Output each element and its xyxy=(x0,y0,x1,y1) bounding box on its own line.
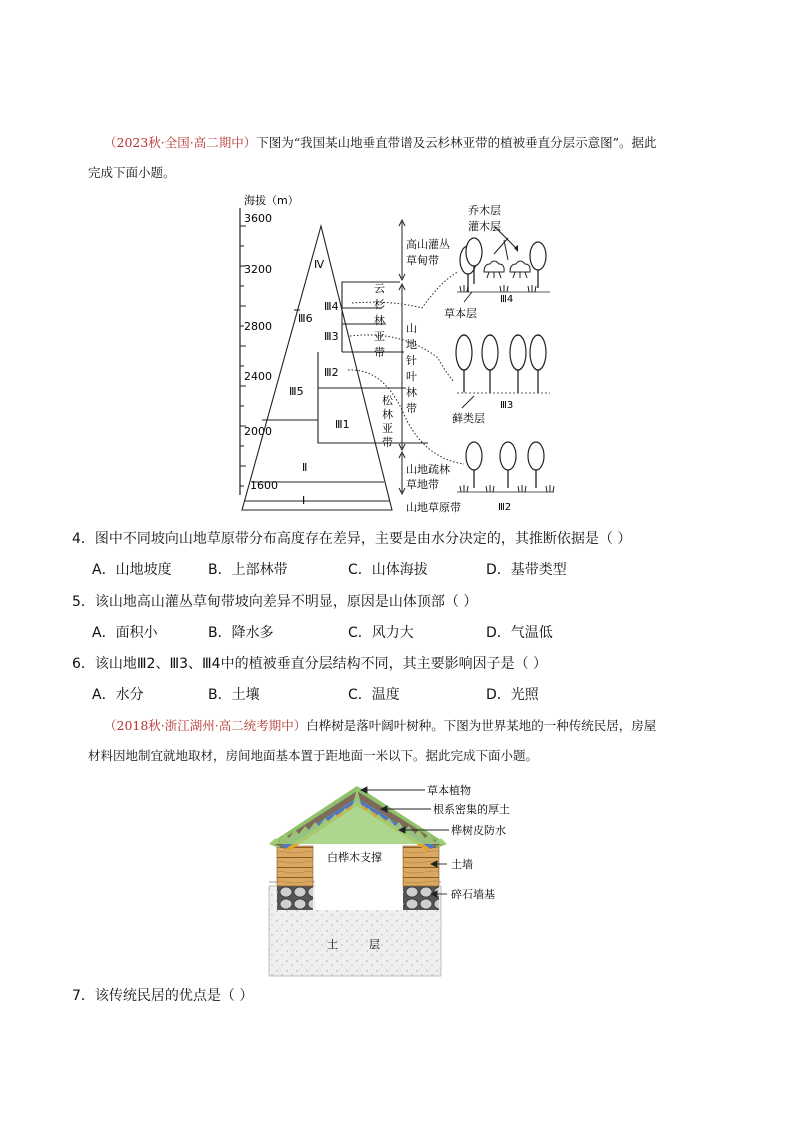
zone-label: Ⅲ2 xyxy=(324,366,339,379)
zone-label: Ⅲ1 xyxy=(335,418,350,431)
panel-label: Ⅲ2 xyxy=(498,502,512,513)
option-d[interactable]: D．气温低 xyxy=(486,625,553,641)
option-d[interactable]: D．基带类型 xyxy=(486,562,567,578)
support-label: 白桦木支撑 xyxy=(327,851,382,864)
belt-char: 亚 xyxy=(374,330,385,343)
source-tag: （2023秋·全国·高二期中） xyxy=(104,135,257,150)
belt-char: 带 xyxy=(374,346,385,359)
belt-label: 高山灌丛 xyxy=(406,238,450,251)
zone-label: Ⅲ4 xyxy=(324,300,339,313)
panel-iii3 xyxy=(456,335,550,408)
option-b[interactable]: B．降水多 xyxy=(208,625,274,641)
belt-char: 针 xyxy=(406,354,417,367)
stone-foundation xyxy=(403,886,439,910)
dwelling-label: 根系密集的厚土 xyxy=(433,803,510,816)
belt-label: 草地带 xyxy=(406,478,439,491)
zone-label: Ⅲ5 xyxy=(289,385,304,398)
question-6 xyxy=(72,653,547,673)
belt-char: 云 xyxy=(374,282,385,295)
option-a[interactable]: A．山地坡度 xyxy=(92,562,172,578)
question-stem: 5．该山地高山灌丛草甸带坡向差异不明显，原因是山体顶部（ ） xyxy=(72,594,478,610)
dwelling-label: 桦树皮防水 xyxy=(451,824,506,837)
layer-label: 草本层 xyxy=(444,307,477,320)
panel-label: Ⅲ3 xyxy=(500,400,514,411)
intro-text: 完成下面小题。 xyxy=(88,165,176,180)
dwelling-figure xyxy=(265,778,525,978)
belt-char: 林 xyxy=(406,386,417,399)
question-stem: 7．该传统民居的优点是（ ） xyxy=(72,988,254,1004)
zone-label: Ⅱ xyxy=(302,461,308,474)
belt-char: 林 xyxy=(374,314,385,327)
tick-label: 3200 xyxy=(244,263,272,276)
dwelling-label: 草本植物 xyxy=(427,784,471,797)
question-intro-2 xyxy=(88,711,718,771)
dwelling-label: 碎石墙基 xyxy=(451,888,495,901)
dotted-connectors xyxy=(348,272,464,464)
question-5 xyxy=(72,591,477,611)
stone-foundation xyxy=(277,886,313,910)
belt-char: 山 xyxy=(406,322,417,335)
belt-label: 山地草原带 xyxy=(406,501,461,514)
question-4 xyxy=(72,528,631,548)
dwelling-label: 土墙 xyxy=(451,858,473,871)
panel-label: Ⅲ4 xyxy=(500,294,514,305)
option-d[interactable]: D．光照 xyxy=(486,687,539,703)
belt-brackets xyxy=(399,220,405,494)
question-7 xyxy=(72,985,253,1005)
question-intro-1 xyxy=(88,128,718,188)
axis-label: 海拔（m） xyxy=(244,194,299,207)
belt-char: 亚 xyxy=(382,422,393,435)
earth-wall xyxy=(277,846,313,886)
option-b[interactable]: B．上部林带 xyxy=(208,562,288,578)
soil-label: 层 xyxy=(369,938,380,951)
option-a[interactable]: A．水分 xyxy=(92,687,144,703)
tick-label: 2800 xyxy=(244,320,272,333)
option-c[interactable]: C．风力大 xyxy=(348,625,414,641)
zone-label: Ⅳ xyxy=(314,258,325,271)
tick-label: 3600 xyxy=(244,212,272,225)
option-b[interactable]: B．土壤 xyxy=(208,687,260,703)
tick-label: 2400 xyxy=(244,370,272,383)
intro-text: 材料因地制宜就地取材，房间地面基本置于距地面一米以下。据此完成下面小题。 xyxy=(88,748,539,763)
layer-label: 藓类层 xyxy=(452,412,485,425)
layer-label: 乔木层 xyxy=(468,204,501,217)
source-tag: （2018秋·浙江湖州·高二统考期中） xyxy=(104,718,307,733)
belt-char: 带 xyxy=(382,436,393,449)
belt-char: 带 xyxy=(406,402,417,415)
roof xyxy=(269,786,447,851)
belt-char: 林 xyxy=(382,408,393,421)
panel-iii4 xyxy=(457,226,550,302)
soil-label: 土 xyxy=(327,938,338,951)
panel-iii2 xyxy=(457,442,554,492)
option-a[interactable]: A．面积小 xyxy=(92,625,158,641)
question-stem: 4．图中不同坡向山地草原带分布高度存在差异，主要是由水分决定的，其推断依据是（ ） xyxy=(72,531,632,547)
tick-label: 1600 xyxy=(250,479,278,492)
belt-label: 草甸带 xyxy=(406,254,439,267)
belt-label: 山地疏林 xyxy=(406,463,450,476)
option-c[interactable]: C．山体海拔 xyxy=(348,562,428,578)
belt-char: 杉 xyxy=(374,298,385,311)
tick-label: 2000 xyxy=(244,425,272,438)
zone-label: Ⅰ xyxy=(302,494,306,507)
intro-text: 下图为“我国某山地垂直带谱及云杉林亚带的植被垂直分层示意图”。据此 xyxy=(256,135,657,150)
earth-wall xyxy=(403,846,439,886)
vertical-zonation-figure xyxy=(232,190,572,520)
belt-char: 松 xyxy=(382,394,393,407)
belt-char: 地 xyxy=(406,338,417,351)
zone-label: Ⅲ3 xyxy=(324,330,339,343)
question-stem: 6．该山地Ⅲ2、Ⅲ3、Ⅲ4中的植被垂直分层结构不同，其主要影响因子是（ ） xyxy=(72,656,548,672)
belt-char: 叶 xyxy=(406,370,417,383)
intro-text: 白桦树是落叶阔叶树种。下图为世界某地的一种传统民居，房屋 xyxy=(306,718,657,733)
zone-label: Ⅲ6 xyxy=(298,312,313,325)
option-c[interactable]: C．温度 xyxy=(348,687,400,703)
layer-label: 灌木层 xyxy=(468,220,501,233)
